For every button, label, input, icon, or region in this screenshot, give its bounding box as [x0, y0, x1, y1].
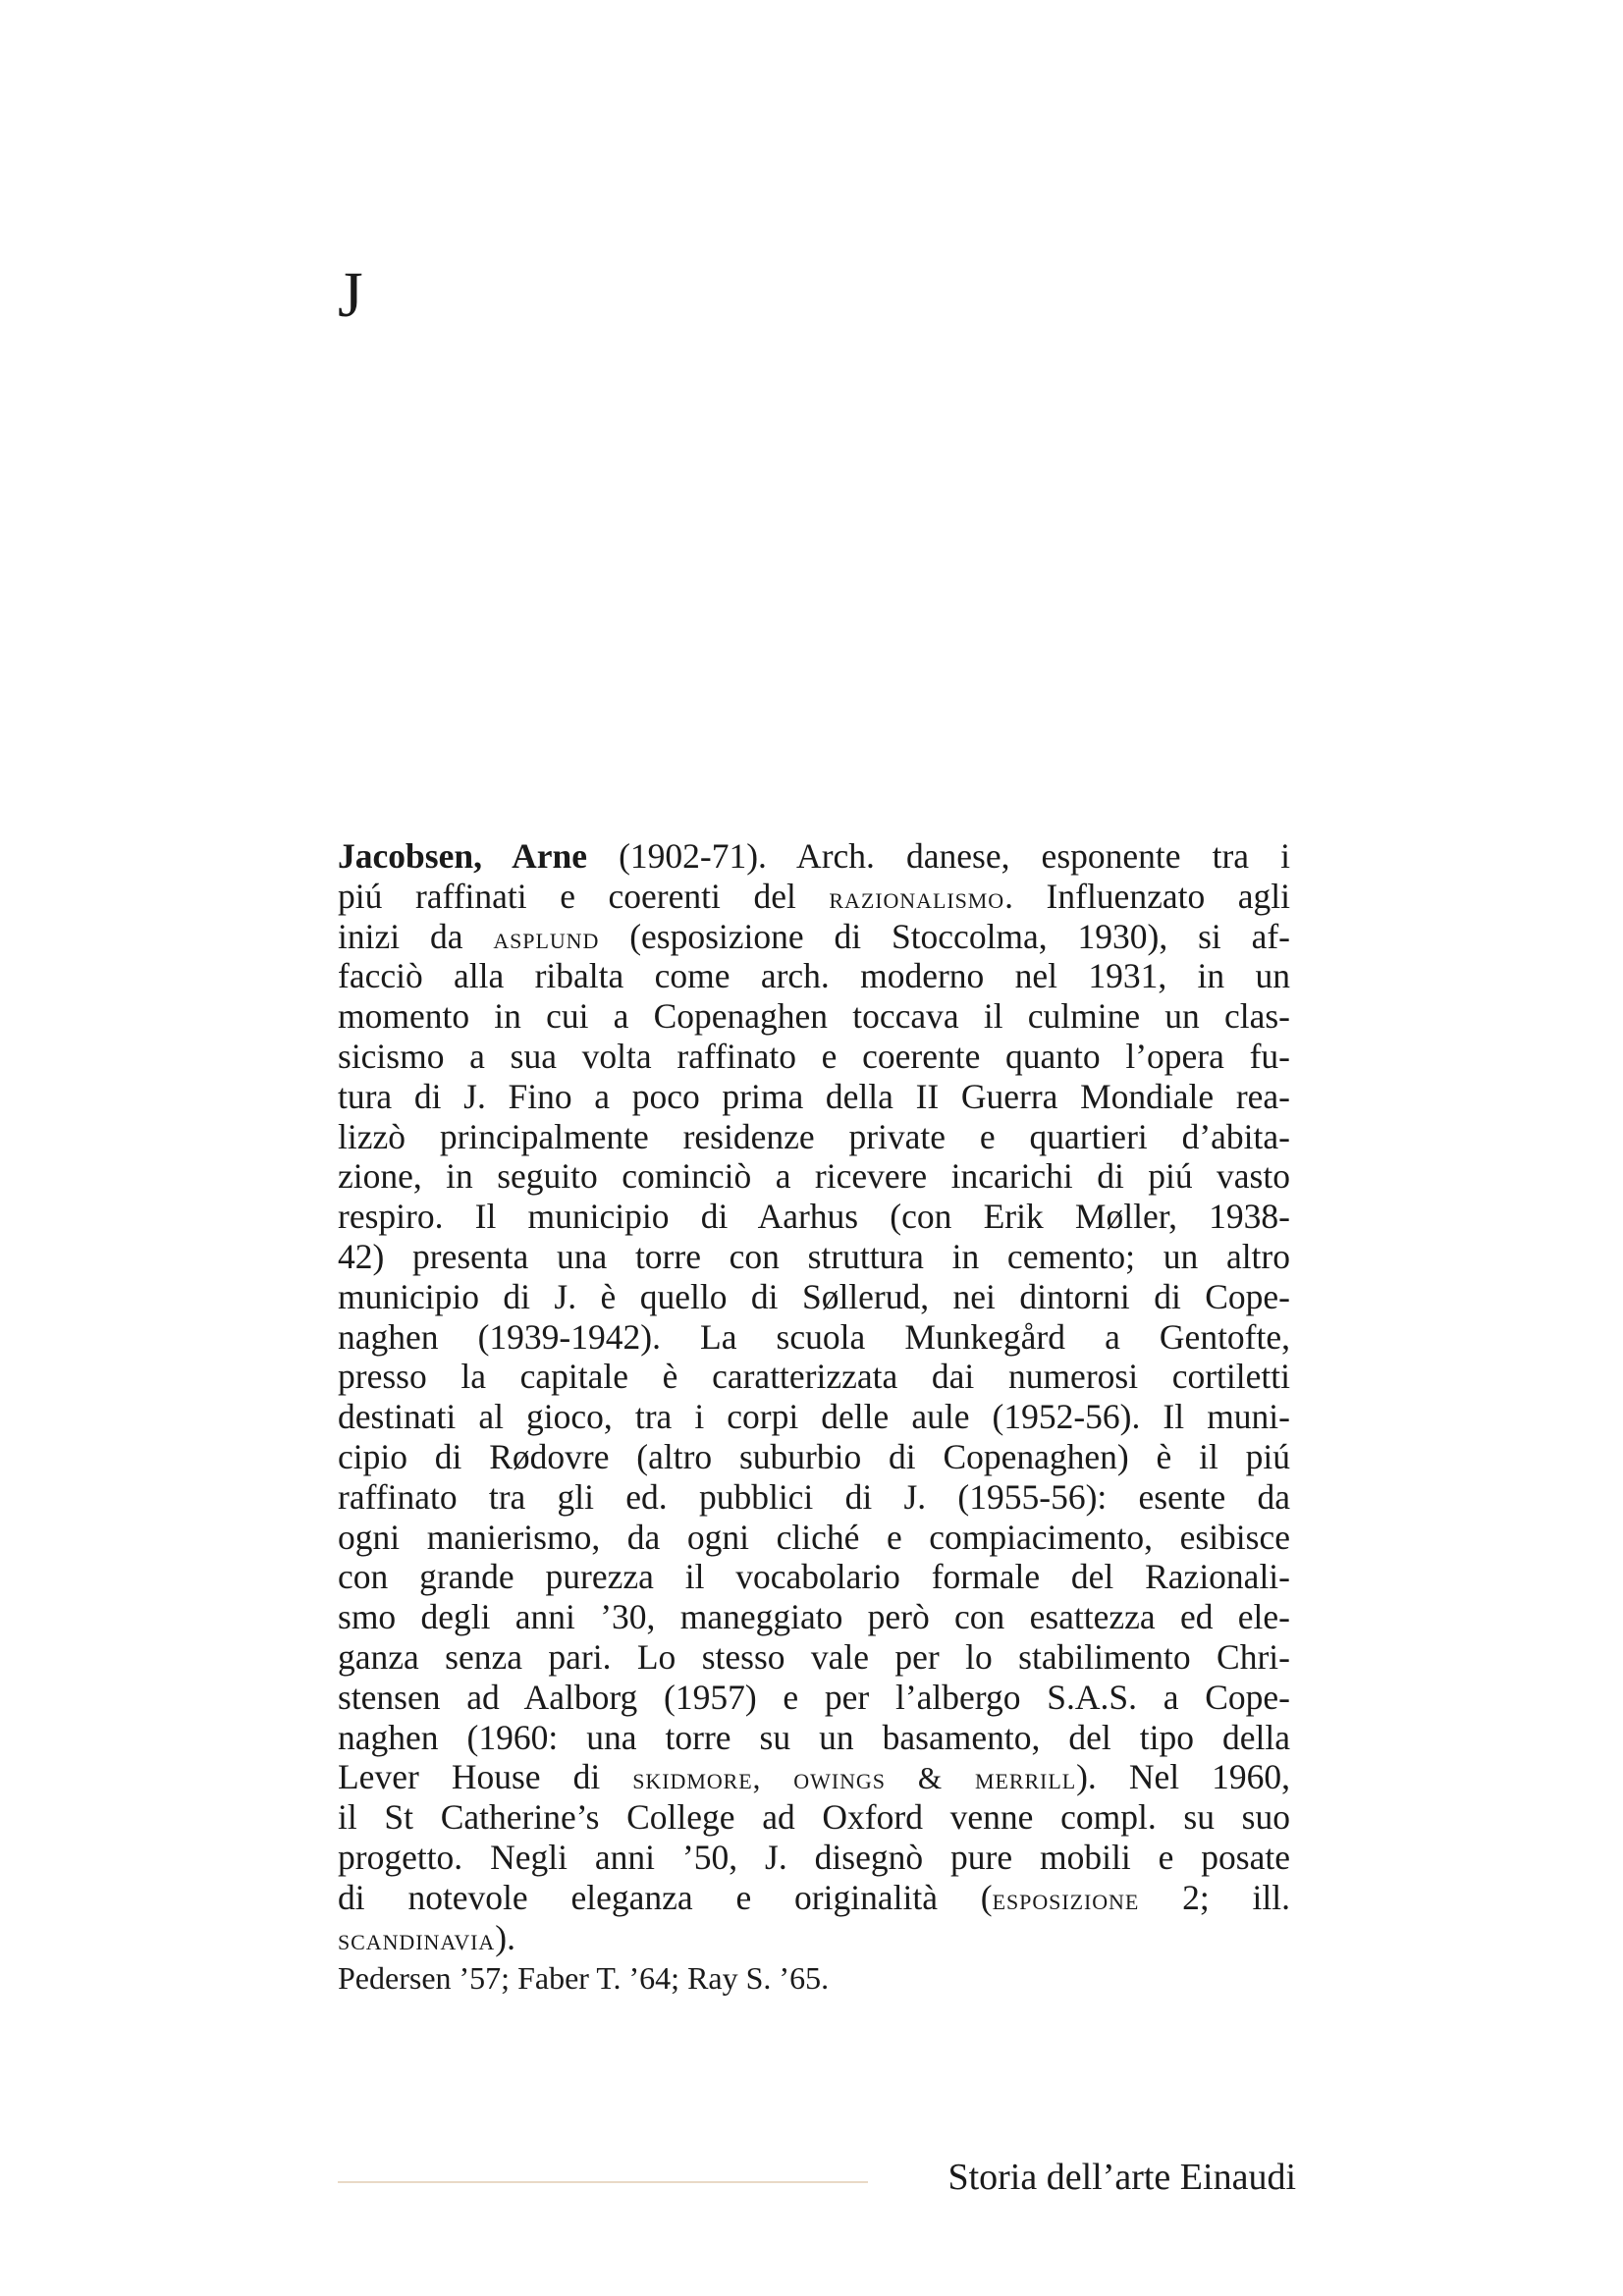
entry-line — [338, 1597, 1290, 1637]
entry-text-segment: ganza senza pari. Lo stesso vale per lo stabilimento Chri- — [338, 1636, 1290, 1677]
entry-text-segment: 42) presenta una torre con struttura in cemento; un altro — [338, 1236, 1290, 1276]
entry-text — [338, 836, 1290, 1957]
entry-text-segment: ). — [495, 1917, 515, 1957]
entry-text-segment: momento in cui a Copenaghen toccava il culmine un clas- — [338, 996, 1290, 1037]
entry-line — [338, 1117, 1290, 1157]
section-letter: J — [338, 259, 363, 331]
entry-text-segment: zione, in seguito cominciò a ricevere incarichi di piú vasto — [338, 1156, 1290, 1197]
footer-brand: Storia dell’arte Einaudi — [947, 2157, 1296, 2198]
bibliography: Pedersen ’57; Faber T. ’64; Ray S. ’65. — [338, 1960, 830, 1996]
entry-text-segment: ). Nel 1960, — [1076, 1757, 1290, 1797]
entry-line — [338, 1838, 1290, 1878]
entry-text-segment: . Influenzato agli — [1004, 876, 1291, 916]
entry-text-segment: facciò alla ribalta come arch. moderno nel 1931, in un — [338, 956, 1290, 996]
cross-reference: razionalismo — [829, 880, 1005, 915]
entry-line — [338, 1237, 1290, 1277]
entry-text-segment: piú raffinati e coerenti del — [338, 876, 830, 916]
entry-text-segment: di notevole eleganza e originalità ( — [338, 1877, 993, 1917]
entry-line — [338, 956, 1290, 996]
encyclopedia-entry — [338, 836, 1290, 1957]
entry-text-segment: presso la capitale è caratterizzata dai numerosi cortiletti — [338, 1357, 1290, 1397]
footer-rule — [338, 2181, 868, 2183]
entry-text-segment: lizzò principalmente residenze private e quartieri d’abita- — [338, 1116, 1290, 1156]
entry-line — [338, 1156, 1290, 1197]
entry-line — [338, 1037, 1290, 1077]
entry-line — [338, 1518, 1290, 1558]
cross-reference: scandinavia — [338, 1921, 496, 1956]
cross-reference: esposizione — [992, 1881, 1140, 1916]
entry-line — [338, 836, 1290, 877]
entry-text-segment: (1902-71). Arch. danese, esponente tra i — [586, 836, 1291, 876]
entry-line — [338, 1637, 1290, 1678]
entry-line — [338, 1718, 1290, 1758]
entry-text-segment: ogni manierismo, da ogni cliché e compiacimento, esibisce — [338, 1517, 1290, 1557]
entry-text-segment: 2; ill. — [1139, 1877, 1290, 1917]
entry-text-segment: destinati al gioco, tra i corpi delle aule (1952-56). Il muni- — [338, 1397, 1290, 1437]
entry-line — [338, 1477, 1290, 1518]
entry-line — [338, 1557, 1290, 1597]
entry-text-segment: con grande purezza il vocabolario formale del Razionali- — [338, 1557, 1290, 1597]
entry-line — [338, 877, 1290, 917]
entry-line — [338, 1397, 1290, 1437]
entry-text-segment: inizi da — [338, 916, 494, 956]
entry-line — [338, 1878, 1290, 1918]
entry-line — [338, 1357, 1290, 1397]
entry-line — [338, 1277, 1290, 1317]
entry-text-segment: naghen (1939-1942). La scuola Munkegård a Gentofte, — [338, 1316, 1290, 1357]
entry-line — [338, 1077, 1290, 1117]
headword: Jacobsen, Arne — [338, 836, 587, 876]
entry-text-segment: (esposizione di Stoccolma, 1930), si af- — [599, 916, 1290, 956]
cross-reference: skidmore, owings & merrill — [632, 1761, 1077, 1796]
cross-reference: asplund — [493, 920, 600, 955]
entry-text-segment: tura di J. Fino a poco prima della II Guerra Mondiale rea- — [338, 1076, 1290, 1116]
entry-text-segment: sicismo a sua volta raffinato e coerente quanto l’opera fu- — [338, 1036, 1290, 1076]
entry-line — [338, 1317, 1290, 1358]
entry-line — [338, 1918, 1290, 1958]
entry-line — [338, 917, 1290, 957]
entry-text-segment: stensen ad Aalborg (1957) e per l’albergo S.A.S. a Cope- — [338, 1677, 1290, 1717]
entry-line — [338, 996, 1290, 1037]
entry-text-segment: Lever House di — [338, 1757, 633, 1797]
entry-text-segment: respiro. Il municipio di Aarhus (con Erik Møller, 1938- — [338, 1197, 1290, 1237]
entry-text-segment: smo degli anni ’30, maneggiato però con esattezza ed ele- — [338, 1597, 1290, 1637]
entry-line — [338, 1437, 1290, 1477]
entry-line — [338, 1197, 1290, 1237]
entry-text-segment: progetto. Negli anni ’50, J. disegnò pure mobili e posate — [338, 1837, 1290, 1877]
entry-text-segment: municipio di J. è quello di Søllerud, nei dintorni di Cope- — [338, 1276, 1290, 1316]
entry-text-segment: cipio di Rødovre (altro suburbio di Copenaghen) è il piú — [338, 1436, 1290, 1476]
entry-line — [338, 1678, 1290, 1718]
entry-line — [338, 1757, 1290, 1797]
entry-text-segment: raffinato tra gli ed. pubblici di J. (1955-56): esente da — [338, 1476, 1290, 1517]
entry-text-segment: il St Catherine’s College ad Oxford venne compl. su suo — [338, 1797, 1290, 1838]
entry-text-segment: naghen (1960: una torre su un basamento, del tipo della — [338, 1717, 1290, 1757]
entry-line — [338, 1797, 1290, 1838]
